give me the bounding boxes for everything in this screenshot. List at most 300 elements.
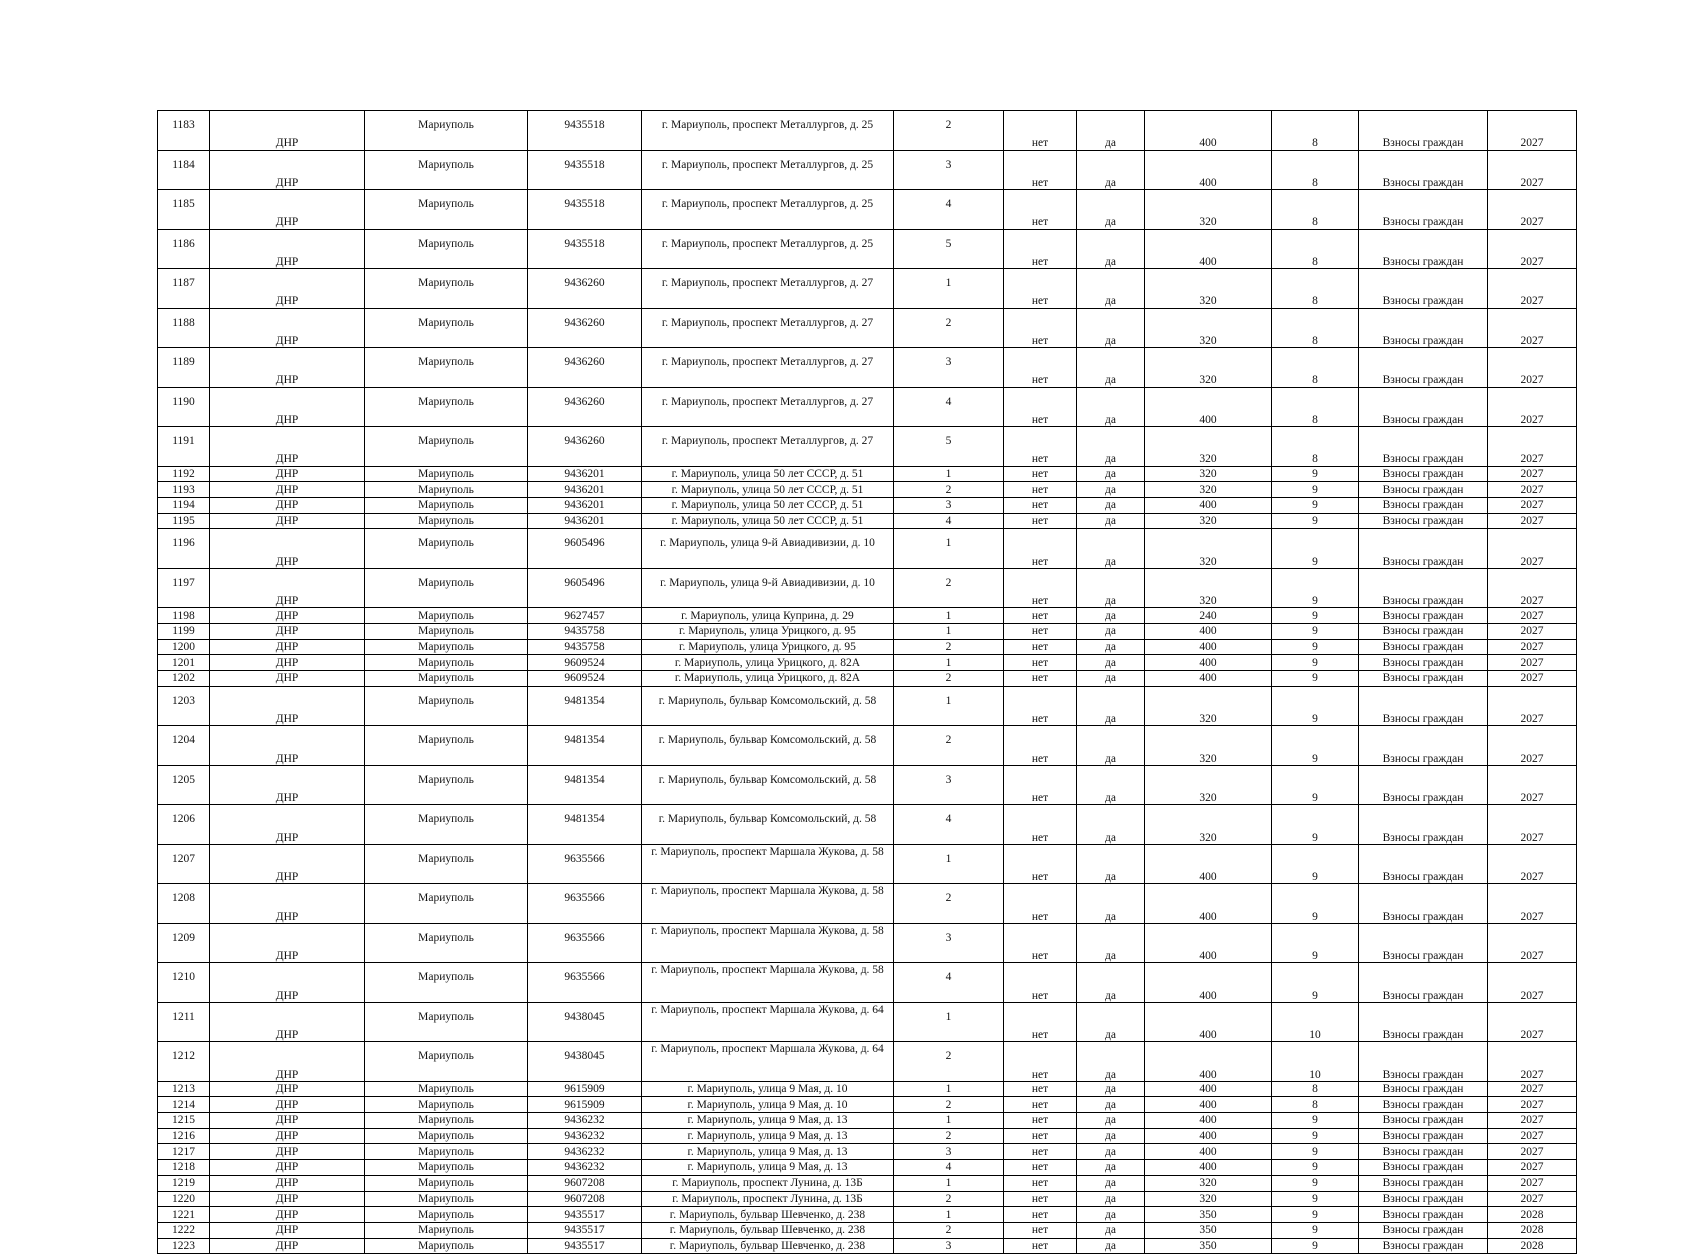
cell-building-code: 9635566 bbox=[528, 884, 642, 924]
cell-flag-no: нет bbox=[1004, 805, 1077, 845]
cell-region: ДНР bbox=[210, 1191, 365, 1207]
cell-address: г. Мариуполь, проспект Маршала Жукова, д. 58 bbox=[642, 884, 894, 924]
table-row bbox=[158, 497, 1577, 513]
cell-building-code: 9436260 bbox=[528, 348, 642, 388]
cell-floors: 9 bbox=[1272, 1160, 1359, 1176]
cell-row-number: 1219 bbox=[158, 1175, 210, 1191]
cell-floors: 9 bbox=[1272, 805, 1359, 845]
cell-city: Мариуполь bbox=[365, 1042, 528, 1082]
cell-building-code: 9435517 bbox=[528, 1238, 642, 1254]
cell-year: 2027 bbox=[1488, 1144, 1577, 1160]
cell-entrance: 3 bbox=[894, 348, 1004, 388]
cell-capacity: 240 bbox=[1145, 608, 1272, 624]
cell-floors: 9 bbox=[1272, 1113, 1359, 1129]
cell-flag-no: нет bbox=[1004, 1002, 1077, 1042]
cell-year: 2027 bbox=[1488, 190, 1577, 230]
cell-row-number: 1213 bbox=[158, 1081, 210, 1097]
cell-city: Мариуполь bbox=[365, 1222, 528, 1238]
table-row bbox=[158, 726, 1577, 766]
cell-funding-source: Взносы граждан bbox=[1359, 639, 1488, 655]
cell-flag-yes: да bbox=[1077, 513, 1145, 529]
table-row bbox=[158, 513, 1577, 529]
cell-address: г. Мариуполь, улица Урицкого, д. 95 bbox=[642, 639, 894, 655]
cell-funding-source: Взносы граждан bbox=[1359, 1002, 1488, 1042]
cell-building-code: 9435758 bbox=[528, 623, 642, 639]
cell-row-number: 1216 bbox=[158, 1128, 210, 1144]
cell-flag-yes: да bbox=[1077, 1191, 1145, 1207]
cell-capacity: 400 bbox=[1145, 497, 1272, 513]
cell-flag-no: нет bbox=[1004, 1144, 1077, 1160]
table-row bbox=[158, 482, 1577, 498]
cell-entrance: 2 bbox=[894, 1222, 1004, 1238]
cell-flag-yes: да bbox=[1077, 1097, 1145, 1113]
cell-entrance: 2 bbox=[894, 671, 1004, 687]
cell-floors: 9 bbox=[1272, 726, 1359, 766]
cell-entrance: 2 bbox=[894, 1191, 1004, 1207]
cell-address: г. Мариуполь, бульвар Комсомольский, д. 58 bbox=[642, 805, 894, 845]
cell-region: ДНР bbox=[210, 671, 365, 687]
cell-region: ДНР bbox=[210, 1144, 365, 1160]
cell-capacity: 320 bbox=[1145, 568, 1272, 608]
cell-flag-yes: да bbox=[1077, 963, 1145, 1003]
cell-floors: 9 bbox=[1272, 1191, 1359, 1207]
cell-floors: 9 bbox=[1272, 623, 1359, 639]
cell-city: Мариуполь bbox=[365, 844, 528, 884]
cell-year: 2027 bbox=[1488, 150, 1577, 190]
cell-row-number: 1206 bbox=[158, 805, 210, 845]
cell-address: г. Мариуполь, проспект Лунина, д. 13Б bbox=[642, 1175, 894, 1191]
cell-funding-source: Взносы граждан bbox=[1359, 844, 1488, 884]
cell-funding-source: Взносы граждан bbox=[1359, 466, 1488, 482]
cell-flag-yes: да bbox=[1077, 1207, 1145, 1223]
cell-building-code: 9481354 bbox=[528, 765, 642, 805]
cell-capacity: 400 bbox=[1145, 923, 1272, 963]
cell-flag-no: нет bbox=[1004, 844, 1077, 884]
cell-floors: 9 bbox=[1272, 923, 1359, 963]
cell-capacity: 400 bbox=[1145, 1097, 1272, 1113]
cell-year: 2027 bbox=[1488, 671, 1577, 687]
cell-flag-yes: да bbox=[1077, 190, 1145, 230]
cell-capacity: 400 bbox=[1145, 1113, 1272, 1129]
cell-year: 2027 bbox=[1488, 844, 1577, 884]
table-row bbox=[158, 190, 1577, 230]
table-row bbox=[158, 765, 1577, 805]
cell-row-number: 1208 bbox=[158, 884, 210, 924]
table-body bbox=[158, 111, 1577, 1254]
cell-funding-source: Взносы граждан bbox=[1359, 1207, 1488, 1223]
cell-building-code: 9435518 bbox=[528, 229, 642, 269]
cell-floors: 8 bbox=[1272, 150, 1359, 190]
cell-year: 2027 bbox=[1488, 387, 1577, 427]
cell-address: г. Мариуполь, бульвар Комсомольский, д. 58 bbox=[642, 686, 894, 726]
cell-floors: 8 bbox=[1272, 427, 1359, 467]
table-row bbox=[158, 1207, 1577, 1223]
cell-building-code: 9436232 bbox=[528, 1144, 642, 1160]
cell-flag-no: нет bbox=[1004, 1081, 1077, 1097]
cell-flag-no: нет bbox=[1004, 963, 1077, 1003]
cell-region: ДНР bbox=[210, 765, 365, 805]
cell-funding-source: Взносы граждан bbox=[1359, 884, 1488, 924]
cell-city: Мариуполь bbox=[365, 529, 528, 569]
cell-flag-no: нет bbox=[1004, 1113, 1077, 1129]
cell-year: 2027 bbox=[1488, 497, 1577, 513]
cell-capacity: 400 bbox=[1145, 387, 1272, 427]
cell-floors: 9 bbox=[1272, 568, 1359, 608]
cell-year: 2027 bbox=[1488, 639, 1577, 655]
cell-building-code: 9605496 bbox=[528, 529, 642, 569]
cell-row-number: 1203 bbox=[158, 686, 210, 726]
cell-building-code: 9481354 bbox=[528, 726, 642, 766]
cell-year: 2027 bbox=[1488, 608, 1577, 624]
cell-address: г. Мариуполь, проспект Маршала Жукова, д. 64 bbox=[642, 1002, 894, 1042]
table-row bbox=[158, 655, 1577, 671]
cell-capacity: 320 bbox=[1145, 513, 1272, 529]
cell-capacity: 400 bbox=[1145, 884, 1272, 924]
cell-address: г. Мариуполь, проспект Металлургов, д. 27 bbox=[642, 269, 894, 309]
cell-flag-no: нет bbox=[1004, 1160, 1077, 1176]
cell-capacity: 400 bbox=[1145, 229, 1272, 269]
cell-city: Мариуполь bbox=[365, 568, 528, 608]
cell-capacity: 400 bbox=[1145, 1042, 1272, 1082]
cell-address: г. Мариуполь, проспект Металлургов, д. 25 bbox=[642, 229, 894, 269]
cell-building-code: 9607208 bbox=[528, 1175, 642, 1191]
cell-entrance: 3 bbox=[894, 1144, 1004, 1160]
cell-entrance: 2 bbox=[894, 568, 1004, 608]
cell-funding-source: Взносы граждан bbox=[1359, 348, 1488, 388]
cell-funding-source: Взносы граждан bbox=[1359, 608, 1488, 624]
table-row bbox=[158, 1191, 1577, 1207]
cell-flag-yes: да bbox=[1077, 466, 1145, 482]
cell-address: г. Мариуполь, проспект Лунина, д. 13Б bbox=[642, 1191, 894, 1207]
cell-building-code: 9609524 bbox=[528, 671, 642, 687]
cell-year: 2027 bbox=[1488, 1175, 1577, 1191]
cell-row-number: 1183 bbox=[158, 111, 210, 151]
cell-funding-source: Взносы граждан bbox=[1359, 513, 1488, 529]
table-row bbox=[158, 623, 1577, 639]
cell-row-number: 1198 bbox=[158, 608, 210, 624]
cell-address: г. Мариуполь, улица 9 Мая, д. 10 bbox=[642, 1081, 894, 1097]
cell-row-number: 1192 bbox=[158, 466, 210, 482]
cell-floors: 10 bbox=[1272, 1042, 1359, 1082]
cell-row-number: 1191 bbox=[158, 427, 210, 467]
cell-floors: 9 bbox=[1272, 529, 1359, 569]
cell-capacity: 400 bbox=[1145, 1160, 1272, 1176]
cell-region: ДНР bbox=[210, 1128, 365, 1144]
cell-capacity: 320 bbox=[1145, 482, 1272, 498]
cell-year: 2027 bbox=[1488, 923, 1577, 963]
cell-building-code: 9627457 bbox=[528, 608, 642, 624]
cell-building-code: 9436260 bbox=[528, 308, 642, 348]
cell-region: ДНР bbox=[210, 1175, 365, 1191]
cell-region: ДНР bbox=[210, 655, 365, 671]
cell-capacity: 350 bbox=[1145, 1222, 1272, 1238]
cell-region: ДНР bbox=[210, 111, 365, 151]
table-row bbox=[158, 308, 1577, 348]
cell-entrance: 1 bbox=[894, 655, 1004, 671]
table-row bbox=[158, 150, 1577, 190]
cell-city: Мариуполь bbox=[365, 111, 528, 151]
cell-floors: 8 bbox=[1272, 1081, 1359, 1097]
table-row bbox=[158, 1128, 1577, 1144]
cell-funding-source: Взносы граждан bbox=[1359, 229, 1488, 269]
cell-city: Мариуполь bbox=[365, 150, 528, 190]
cell-building-code: 9438045 bbox=[528, 1002, 642, 1042]
cell-floors: 9 bbox=[1272, 513, 1359, 529]
cell-flag-no: нет bbox=[1004, 623, 1077, 639]
cell-city: Мариуполь bbox=[365, 923, 528, 963]
cell-row-number: 1189 bbox=[158, 348, 210, 388]
cell-flag-no: нет bbox=[1004, 1128, 1077, 1144]
cell-city: Мариуполь bbox=[365, 765, 528, 805]
cell-flag-yes: да bbox=[1077, 686, 1145, 726]
cell-row-number: 1212 bbox=[158, 1042, 210, 1082]
cell-region: ДНР bbox=[210, 466, 365, 482]
cell-funding-source: Взносы граждан bbox=[1359, 427, 1488, 467]
cell-building-code: 9436232 bbox=[528, 1160, 642, 1176]
cell-city: Мариуполь bbox=[365, 608, 528, 624]
cell-capacity: 320 bbox=[1145, 190, 1272, 230]
cell-address: г. Мариуполь, улица 9 Мая, д. 13 bbox=[642, 1144, 894, 1160]
cell-funding-source: Взносы граждан bbox=[1359, 497, 1488, 513]
cell-capacity: 320 bbox=[1145, 348, 1272, 388]
cell-region: ДНР bbox=[210, 308, 365, 348]
cell-funding-source: Взносы граждан bbox=[1359, 387, 1488, 427]
cell-city: Мариуполь bbox=[365, 308, 528, 348]
cell-flag-no: нет bbox=[1004, 269, 1077, 309]
cell-funding-source: Взносы граждан bbox=[1359, 1042, 1488, 1082]
cell-flag-yes: да bbox=[1077, 765, 1145, 805]
cell-capacity: 320 bbox=[1145, 529, 1272, 569]
cell-funding-source: Взносы граждан bbox=[1359, 1191, 1488, 1207]
cell-city: Мариуполь bbox=[365, 726, 528, 766]
cell-building-code: 9635566 bbox=[528, 923, 642, 963]
cell-floors: 8 bbox=[1272, 229, 1359, 269]
cell-row-number: 1202 bbox=[158, 671, 210, 687]
cell-building-code: 9435518 bbox=[528, 190, 642, 230]
cell-year: 2027 bbox=[1488, 1097, 1577, 1113]
cell-entrance: 4 bbox=[894, 805, 1004, 845]
cell-entrance: 1 bbox=[894, 608, 1004, 624]
cell-year: 2027 bbox=[1488, 1002, 1577, 1042]
cell-flag-no: нет bbox=[1004, 529, 1077, 569]
table-row bbox=[158, 387, 1577, 427]
table-row bbox=[158, 1222, 1577, 1238]
cell-region: ДНР bbox=[210, 513, 365, 529]
cell-city: Мариуполь bbox=[365, 497, 528, 513]
cell-flag-yes: да bbox=[1077, 1113, 1145, 1129]
cell-flag-yes: да bbox=[1077, 655, 1145, 671]
cell-entrance: 1 bbox=[894, 1002, 1004, 1042]
cell-entrance: 4 bbox=[894, 190, 1004, 230]
cell-year: 2027 bbox=[1488, 1191, 1577, 1207]
cell-region: ДНР bbox=[210, 639, 365, 655]
cell-building-code: 9605496 bbox=[528, 568, 642, 608]
cell-building-code: 9436232 bbox=[528, 1113, 642, 1129]
cell-entrance: 1 bbox=[894, 529, 1004, 569]
cell-capacity: 400 bbox=[1145, 671, 1272, 687]
cell-flag-no: нет bbox=[1004, 466, 1077, 482]
cell-funding-source: Взносы граждан bbox=[1359, 805, 1488, 845]
cell-building-code: 9436260 bbox=[528, 269, 642, 309]
cell-entrance: 1 bbox=[894, 269, 1004, 309]
cell-capacity: 350 bbox=[1145, 1207, 1272, 1223]
cell-entrance: 3 bbox=[894, 497, 1004, 513]
cell-building-code: 9435517 bbox=[528, 1222, 642, 1238]
cell-city: Мариуполь bbox=[365, 639, 528, 655]
cell-funding-source: Взносы граждан bbox=[1359, 765, 1488, 805]
cell-flag-yes: да bbox=[1077, 269, 1145, 309]
cell-floors: 9 bbox=[1272, 963, 1359, 1003]
cell-year: 2027 bbox=[1488, 568, 1577, 608]
cell-row-number: 1196 bbox=[158, 529, 210, 569]
cell-flag-yes: да bbox=[1077, 497, 1145, 513]
cell-region: ДНР bbox=[210, 963, 365, 1003]
cell-address: г. Мариуполь, бульвар Комсомольский, д. 58 bbox=[642, 765, 894, 805]
cell-flag-yes: да bbox=[1077, 387, 1145, 427]
cell-flag-no: нет bbox=[1004, 568, 1077, 608]
cell-building-code: 9481354 bbox=[528, 686, 642, 726]
cell-row-number: 1204 bbox=[158, 726, 210, 766]
cell-funding-source: Взносы граждан bbox=[1359, 111, 1488, 151]
cell-year: 2027 bbox=[1488, 686, 1577, 726]
table-row bbox=[158, 466, 1577, 482]
cell-entrance: 5 bbox=[894, 229, 1004, 269]
table-row bbox=[158, 639, 1577, 655]
cell-address: г. Мариуполь, проспект Металлургов, д. 27 bbox=[642, 427, 894, 467]
cell-year: 2027 bbox=[1488, 348, 1577, 388]
cell-year: 2027 bbox=[1488, 805, 1577, 845]
cell-address: г. Мариуполь, улица 9-й Авиадивизии, д. 10 bbox=[642, 568, 894, 608]
cell-flag-no: нет bbox=[1004, 348, 1077, 388]
cell-flag-no: нет bbox=[1004, 765, 1077, 805]
cell-year: 2027 bbox=[1488, 1042, 1577, 1082]
table-row bbox=[158, 348, 1577, 388]
cell-city: Мариуполь bbox=[365, 671, 528, 687]
cell-address: г. Мариуполь, улица 50 лет СССР, д. 51 bbox=[642, 466, 894, 482]
table-row bbox=[158, 1097, 1577, 1113]
cell-row-number: 1209 bbox=[158, 923, 210, 963]
cell-flag-no: нет bbox=[1004, 1191, 1077, 1207]
cell-region: ДНР bbox=[210, 387, 365, 427]
cell-year: 2027 bbox=[1488, 427, 1577, 467]
cell-entrance: 1 bbox=[894, 1175, 1004, 1191]
cell-flag-yes: да bbox=[1077, 1175, 1145, 1191]
cell-flag-yes: да bbox=[1077, 229, 1145, 269]
cell-city: Мариуполь bbox=[365, 229, 528, 269]
cell-address: г. Мариуполь, улица Урицкого, д. 95 bbox=[642, 623, 894, 639]
cell-row-number: 1215 bbox=[158, 1113, 210, 1129]
cell-city: Мариуполь bbox=[365, 884, 528, 924]
cell-year: 2027 bbox=[1488, 963, 1577, 1003]
cell-address: г. Мариуполь, проспект Металлургов, д. 27 bbox=[642, 348, 894, 388]
cell-row-number: 1217 bbox=[158, 1144, 210, 1160]
cell-year: 2027 bbox=[1488, 466, 1577, 482]
cell-flag-no: нет bbox=[1004, 497, 1077, 513]
cell-funding-source: Взносы граждан bbox=[1359, 1113, 1488, 1129]
cell-row-number: 1200 bbox=[158, 639, 210, 655]
cell-funding-source: Взносы граждан bbox=[1359, 308, 1488, 348]
cell-flag-no: нет bbox=[1004, 726, 1077, 766]
cell-flag-yes: да bbox=[1077, 568, 1145, 608]
cell-floors: 9 bbox=[1272, 497, 1359, 513]
cell-entrance: 4 bbox=[894, 963, 1004, 1003]
cell-region: ДНР bbox=[210, 1002, 365, 1042]
cell-capacity: 400 bbox=[1145, 623, 1272, 639]
cell-flag-yes: да bbox=[1077, 1222, 1145, 1238]
cell-flag-yes: да bbox=[1077, 111, 1145, 151]
cell-funding-source: Взносы граждан bbox=[1359, 150, 1488, 190]
table-row bbox=[158, 608, 1577, 624]
cell-year: 2027 bbox=[1488, 726, 1577, 766]
cell-region: ДНР bbox=[210, 726, 365, 766]
cell-floors: 9 bbox=[1272, 1144, 1359, 1160]
cell-floors: 9 bbox=[1272, 884, 1359, 924]
cell-row-number: 1211 bbox=[158, 1002, 210, 1042]
cell-capacity: 400 bbox=[1145, 655, 1272, 671]
cell-funding-source: Взносы граждан bbox=[1359, 1128, 1488, 1144]
cell-city: Мариуполь bbox=[365, 686, 528, 726]
cell-flag-yes: да bbox=[1077, 150, 1145, 190]
cell-entrance: 3 bbox=[894, 150, 1004, 190]
cell-region: ДНР bbox=[210, 1042, 365, 1082]
cell-floors: 9 bbox=[1272, 655, 1359, 671]
cell-capacity: 320 bbox=[1145, 686, 1272, 726]
cell-region: ДНР bbox=[210, 529, 365, 569]
cell-address: г. Мариуполь, бульвар Шевченко, д. 238 bbox=[642, 1222, 894, 1238]
cell-row-number: 1194 bbox=[158, 497, 210, 513]
table-row bbox=[158, 1113, 1577, 1129]
cell-year: 2027 bbox=[1488, 513, 1577, 529]
cell-year: 2027 bbox=[1488, 482, 1577, 498]
cell-flag-no: нет bbox=[1004, 686, 1077, 726]
cell-floors: 9 bbox=[1272, 466, 1359, 482]
cell-row-number: 1187 bbox=[158, 269, 210, 309]
cell-address: г. Мариуполь, проспект Металлургов, д. 25 bbox=[642, 111, 894, 151]
cell-floors: 8 bbox=[1272, 1097, 1359, 1113]
cell-city: Мариуполь bbox=[365, 1207, 528, 1223]
cell-region: ДНР bbox=[210, 229, 365, 269]
cell-flag-yes: да bbox=[1077, 348, 1145, 388]
cell-address: г. Мариуполь, улица 50 лет СССР, д. 51 bbox=[642, 513, 894, 529]
cell-address: г. Мариуполь, улица Куприна, д. 29 bbox=[642, 608, 894, 624]
cell-city: Мариуполь bbox=[365, 805, 528, 845]
cell-building-code: 9609524 bbox=[528, 655, 642, 671]
cell-region: ДНР bbox=[210, 269, 365, 309]
cell-row-number: 1185 bbox=[158, 190, 210, 230]
cell-funding-source: Взносы граждан bbox=[1359, 923, 1488, 963]
cell-address: г. Мариуполь, улица 9 Мая, д. 13 bbox=[642, 1113, 894, 1129]
cell-entrance: 3 bbox=[894, 923, 1004, 963]
cell-flag-no: нет bbox=[1004, 1042, 1077, 1082]
cell-flag-yes: да bbox=[1077, 671, 1145, 687]
cell-flag-no: нет bbox=[1004, 608, 1077, 624]
cell-funding-source: Взносы граждан bbox=[1359, 482, 1488, 498]
cell-region: ДНР bbox=[210, 482, 365, 498]
cell-city: Мариуполь bbox=[365, 1002, 528, 1042]
cell-year: 2027 bbox=[1488, 884, 1577, 924]
cell-region: ДНР bbox=[210, 686, 365, 726]
cell-flag-no: нет bbox=[1004, 1238, 1077, 1254]
cell-building-code: 9436260 bbox=[528, 387, 642, 427]
cell-region: ДНР bbox=[210, 1207, 365, 1223]
cell-address: г. Мариуполь, проспект Маршала Жукова, д. 58 bbox=[642, 963, 894, 1003]
cell-capacity: 400 bbox=[1145, 844, 1272, 884]
cell-city: Мариуполь bbox=[365, 1113, 528, 1129]
table-row bbox=[158, 963, 1577, 1003]
cell-region: ДНР bbox=[210, 1113, 365, 1129]
cell-floors: 10 bbox=[1272, 1002, 1359, 1042]
cell-address: г. Мариуполь, проспект Металлургов, д. 25 bbox=[642, 190, 894, 230]
